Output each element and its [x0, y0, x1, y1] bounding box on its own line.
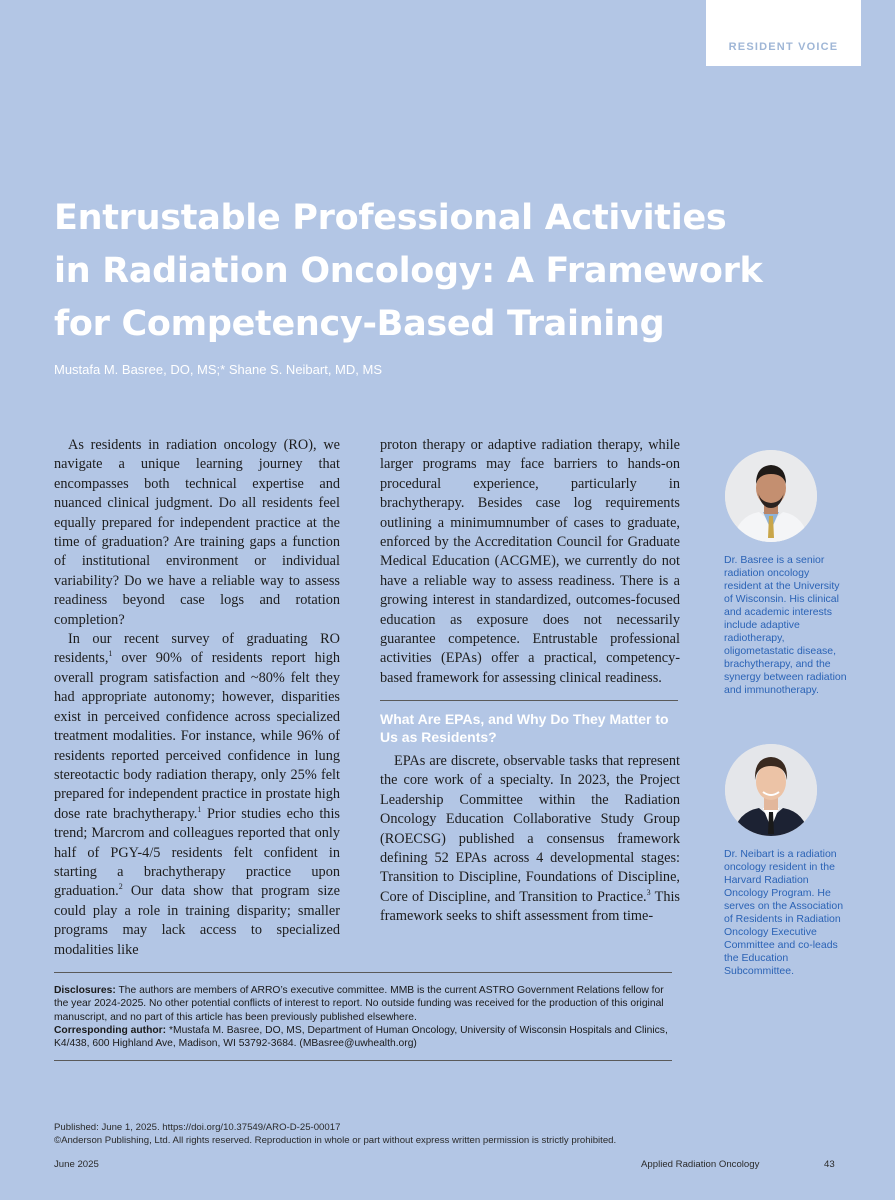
neibart-bio: Dr. Neibart is a radiation oncology resident in the Harvard Radiation Oncology Program. He serves on the Association of Residents in Radiation Oncology Executive Committee and co-leads the Education Subcommittee.: [724, 848, 844, 977]
ref-superscript: 2: [118, 882, 123, 892]
body-column-2: [380, 436, 680, 688]
ref-superscript: 1: [197, 804, 202, 814]
published-line: Published: June 1, 2025. https://doi.org/10.37549/ARO-D-25-00017: [54, 1122, 341, 1133]
footer-date: June 2025: [54, 1159, 99, 1170]
section-heading: What Are EPAs, and Why Do They Matter to Us as Residents?: [380, 711, 669, 745]
basree-bio: Dr. Basree is a senior radiation oncology resident at the University of Wisconsin. His clinical and academic interests include adaptive radiotherapy, oligometastatic disease, brachytherapy, and the synergy between radiation and immunotherapy.: [724, 554, 847, 696]
disclosure-top-rule: [54, 972, 672, 973]
col2-paragraph-2: [380, 752, 680, 927]
corresponding-paragraph: [54, 1024, 672, 1051]
body-column-1: [54, 436, 340, 960]
disclosure-bottom-rule: [54, 1060, 672, 1061]
col1-p2-text-a: In our recent survey of graduating RO residents,: [54, 631, 340, 667]
disclosures-label: Disclosures:: [54, 985, 116, 996]
col2-p2-text-a: EPAs are discrete, observable tasks that represent the core work of a specialty. In 2023, the Project Leadership Committee within the Radiation Oncology Education Collaborative Study Group (ROECSG) published a consensus framework defining 52 EPAs across 4 developmental stages: Transition to Discipline, Foundations of Discipline, Core of Discipline, and Transition to Practice.: [380, 753, 680, 905]
corresponding-text: *Mustafa M. Basree, DO, MS, Department of Human Oncology, University of Wisconsin Hospitals and Clinics, K4/438, 600 Highland Ave, Madison, WI 53792-3684. (MBasree@uwhealth.org): [54, 1024, 668, 1050]
disclosures-paragraph: [54, 984, 672, 1024]
col1-p2-text-d: Our data show that program size could play a role in training disparity; smaller programs may lack access to specialized modalities like: [54, 883, 340, 958]
section-divider: [380, 700, 678, 701]
body-column-2-lower: [380, 752, 680, 927]
col1-paragraph-1: As residents in radiation oncology (RO), we navigate a unique learning journey that encompasses both technical expertise and nuanced clinical judgment. Do all residents feel equally prepared for independent practice at the time of graduation? Are training gaps a function of institutional environment or individual variability? Do we have a reliable way to assess readiness beyond case logs and rotation completion?: [54, 437, 340, 628]
col1-paragraph-2: [54, 630, 340, 960]
corresponding-label: Corresponding author:: [54, 1024, 167, 1036]
footer-page-number: 43: [824, 1159, 835, 1170]
copyright-line: ©Anderson Publishing, Ltd. All rights reserved. Reproduction in whole or part without express written permission is strictly prohibited.: [54, 1134, 617, 1146]
ref-superscript: 3: [646, 888, 651, 898]
section-tab: [706, 0, 861, 66]
publication-info: [54, 1122, 754, 1147]
section-tab-label: RESIDENT VOICE: [728, 41, 839, 53]
ref-superscript: 1: [108, 649, 113, 659]
col1-p2-text-b: over 90% of residents report high overall program satisfaction and ~80% felt they had appropriate autonomy; however, disparities exist in perceived confidence across specialized treatment modalities. For instance, while 96% of residents reported perceived confidence in lung stereotactic body radiation therapy, only 25% felt prepared for independent practice in prostate high dose rate brachytherapy.: [54, 650, 340, 822]
article-title: Entrustable Professional Activities in Radiation Oncology: A Framework for Competency-Based Training: [54, 198, 763, 344]
col1-p2-text-c: Prior studies echo this trend; Marcrom and colleagues reported that only half of PGY-4/5 residents felt confident in starting a brachytherapy practice upon graduation.: [54, 805, 340, 900]
basree-photo: [725, 450, 817, 542]
col2-paragraph-1: proton therapy or adaptive radiation therapy, while larger programs may face barriers to hands-on procedural experience, particularly in brachytherapy. Besides case log requirements outlining a minimumnumber of cases to graduate, enforced by the Accreditation Council for Graduate Medical Education (ACGME), we currently do not have a reliable way to assess readiness. There is a growing interest in standardized, outcomes-focused education as exposure does not necessarily guarantee competence. Entrustable professional activities (EPAs) offer a practical, competency-based framework for assessing clinical readiness.: [380, 437, 680, 686]
col2-p2-text-b: This framework seeks to shift assessment from time-: [380, 888, 681, 925]
footer-journal: Applied Radiation Oncology: [641, 1159, 760, 1170]
disclosures-block: [54, 984, 672, 1050]
article-authors: Mustafa M. Basree, DO, MS;* Shane S. Neibart, MD, MS: [54, 362, 382, 377]
disclosures-text: The authors are members of ARRO’s executive committee. MMB is the current ASTRO Government Relations fellow for the year 2024-2025. No other potential conflicts of interest to report. No outside funding was received for the production of this original manuscript, and no part of this article has been previously published elsewhere.: [54, 985, 664, 1023]
neibart-photo: [725, 744, 817, 836]
